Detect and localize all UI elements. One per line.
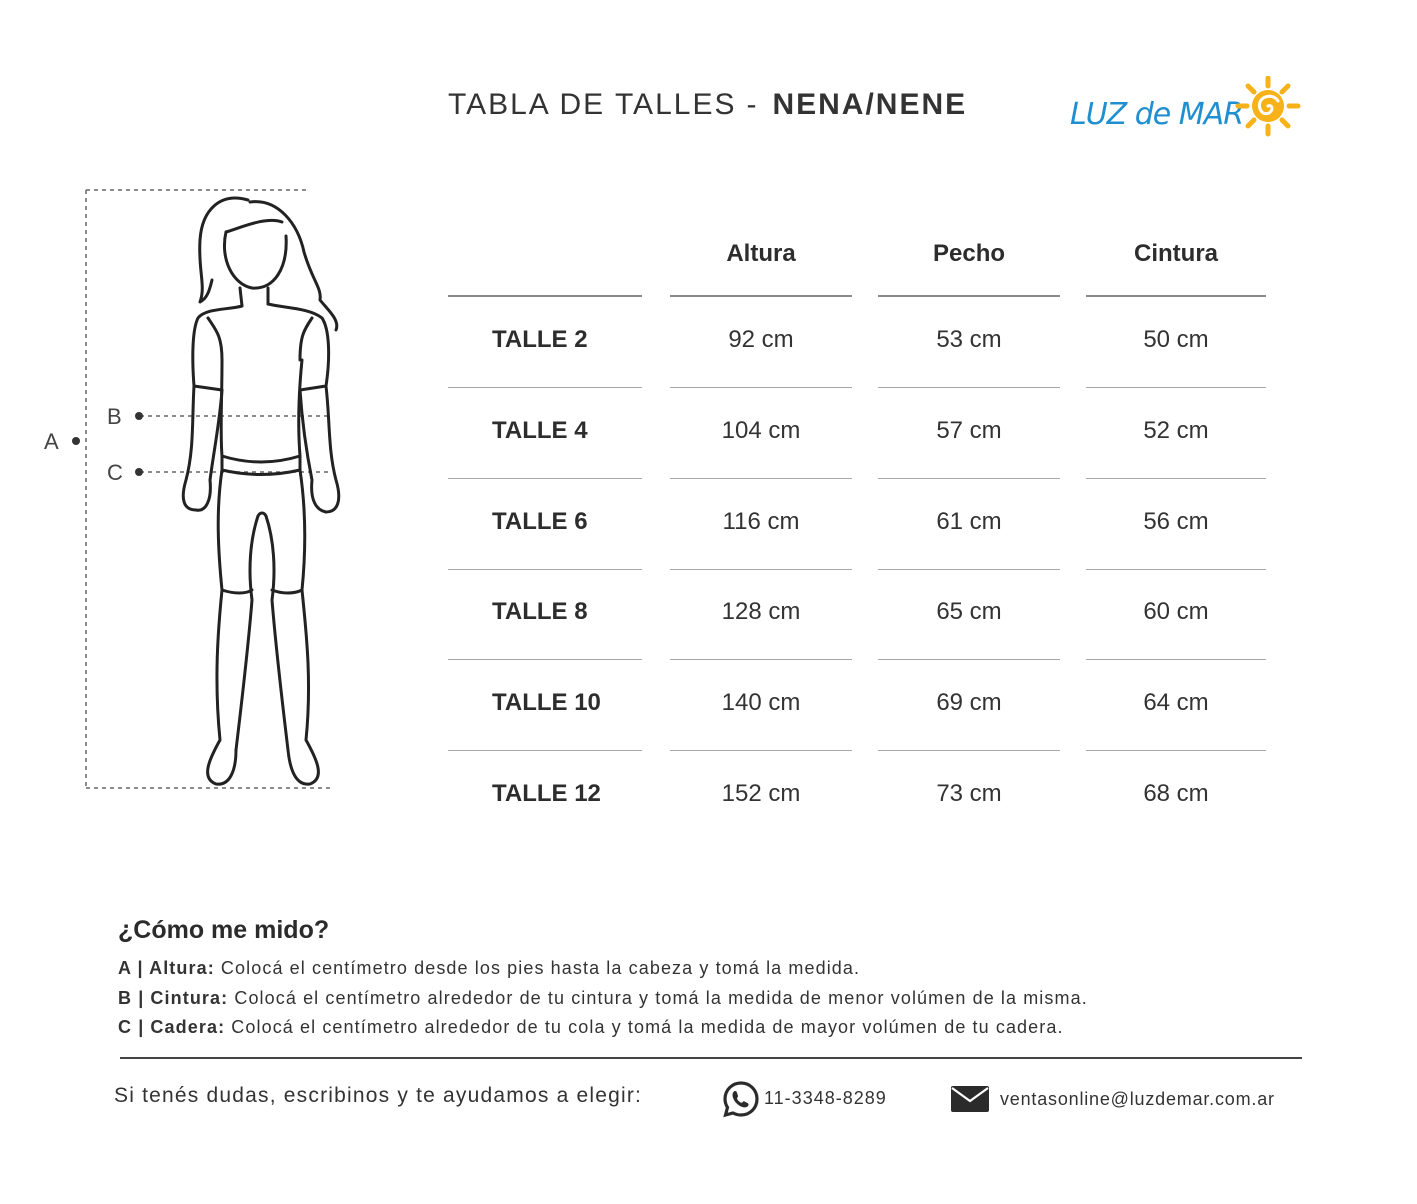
header-divider [878, 295, 1060, 297]
header-divider [1086, 295, 1266, 297]
marker-b-dot [135, 412, 143, 420]
chest-value: 65 cm [936, 598, 1002, 626]
marker-a-dot [72, 437, 80, 445]
title-prefix: TABLA DE TALLES [448, 88, 737, 121]
marker-c-dot [135, 468, 143, 476]
row-divider [448, 478, 642, 479]
row-divider [448, 659, 642, 660]
height-value: 116 cm [722, 507, 800, 535]
header-divider [670, 295, 852, 297]
row-divider [670, 387, 852, 388]
row-divider [878, 387, 1060, 388]
row-divider [1086, 387, 1266, 388]
footer-divider [120, 1057, 1302, 1059]
height-value: 140 cm [721, 689, 801, 717]
waist-value: 60 cm [1143, 598, 1209, 626]
instruction-waist [118, 988, 1088, 1009]
instruction-label: A | Altura: [118, 958, 215, 978]
chest-value: 57 cm [936, 416, 1002, 444]
column-header-pecho: Pecho [932, 240, 1006, 267]
row-divider [878, 659, 1060, 660]
waist-value: 64 cm [1143, 689, 1209, 717]
chest-value: 73 cm [936, 780, 1002, 807]
row-divider [1086, 659, 1266, 660]
row-divider [670, 569, 852, 570]
row-divider [878, 569, 1060, 570]
body-measurement-figure [30, 180, 410, 800]
phone-number[interactable]: 11-3348-8289 [764, 1088, 887, 1108]
chest-value: 69 cm [936, 689, 1002, 717]
column-header-cintura: Cintura [1134, 240, 1218, 267]
instruction-height [118, 958, 860, 979]
waist-value: 68 cm [1143, 780, 1209, 807]
row-divider [1086, 569, 1266, 570]
envelope-icon[interactable] [950, 1084, 990, 1114]
instruction-hip [118, 1017, 1064, 1038]
title-category: NENA/NENE [772, 88, 968, 121]
row-divider [1086, 478, 1266, 479]
waist-value: 50 cm [1143, 326, 1209, 353]
whatsapp-icon[interactable] [722, 1080, 760, 1118]
height-value: 92 cm [728, 326, 794, 353]
instruction-text: Colocá el centímetro alrededor de tu cintura y tomá la medida de menor volúmen de la misma. [234, 988, 1088, 1008]
column-header-altura: Altura [726, 240, 796, 267]
how-to-measure-title: ¿Cómo me mido? [118, 916, 330, 944]
size-label: TALLE 8 [492, 598, 588, 626]
logo-text: LUZ de MAR [1070, 97, 1244, 132]
waist-value: 56 cm [1143, 507, 1209, 535]
email-link[interactable]: ventasonline@luzdemar.com.ar [1000, 1089, 1275, 1109]
instruction-label: B | Cintura: [118, 988, 229, 1008]
child-silhouette [183, 198, 339, 784]
row-divider [1086, 750, 1266, 751]
marker-a-label: A [44, 429, 59, 454]
sun-spiral-icon [1238, 78, 1298, 134]
row-divider [878, 478, 1060, 479]
title-separator: - [746, 88, 759, 121]
waist-value: 52 cm [1143, 416, 1209, 444]
marker-b-label: B [107, 404, 122, 429]
brand-logo [1068, 76, 1308, 138]
instruction-text: Colocá el centímetro desde los pies hasta la cabeza y tomá la medida. [220, 958, 861, 978]
contact-prompt: Si tenés dudas, escribinos y te ayudamos a elegir: [114, 1084, 643, 1107]
size-label: TALLE 10 [492, 689, 601, 717]
marker-c-label: C [107, 460, 123, 485]
header-divider [448, 295, 642, 297]
size-label: TALLE 2 [492, 326, 588, 353]
height-value: 152 cm [721, 780, 801, 807]
instruction-label: C | Cadera: [118, 1017, 226, 1037]
chest-value: 61 cm [936, 507, 1002, 535]
row-divider [448, 387, 642, 388]
row-divider [448, 750, 642, 751]
size-label: TALLE 4 [492, 416, 588, 444]
instruction-text: Colocá el centímetro alrededor de tu cola y tomá la medida de mayor volúmen de tu cadera. [231, 1017, 1064, 1037]
row-divider [878, 750, 1060, 751]
row-divider [448, 569, 642, 570]
size-label: TALLE 12 [492, 780, 601, 807]
height-value: 104 cm [721, 416, 801, 444]
row-divider [670, 478, 852, 479]
chest-value: 53 cm [936, 326, 1002, 353]
height-value: 128 cm [721, 598, 801, 626]
size-label: TALLE 6 [492, 507, 588, 535]
row-divider [670, 750, 852, 751]
page-title [448, 88, 967, 122]
row-divider [670, 659, 852, 660]
